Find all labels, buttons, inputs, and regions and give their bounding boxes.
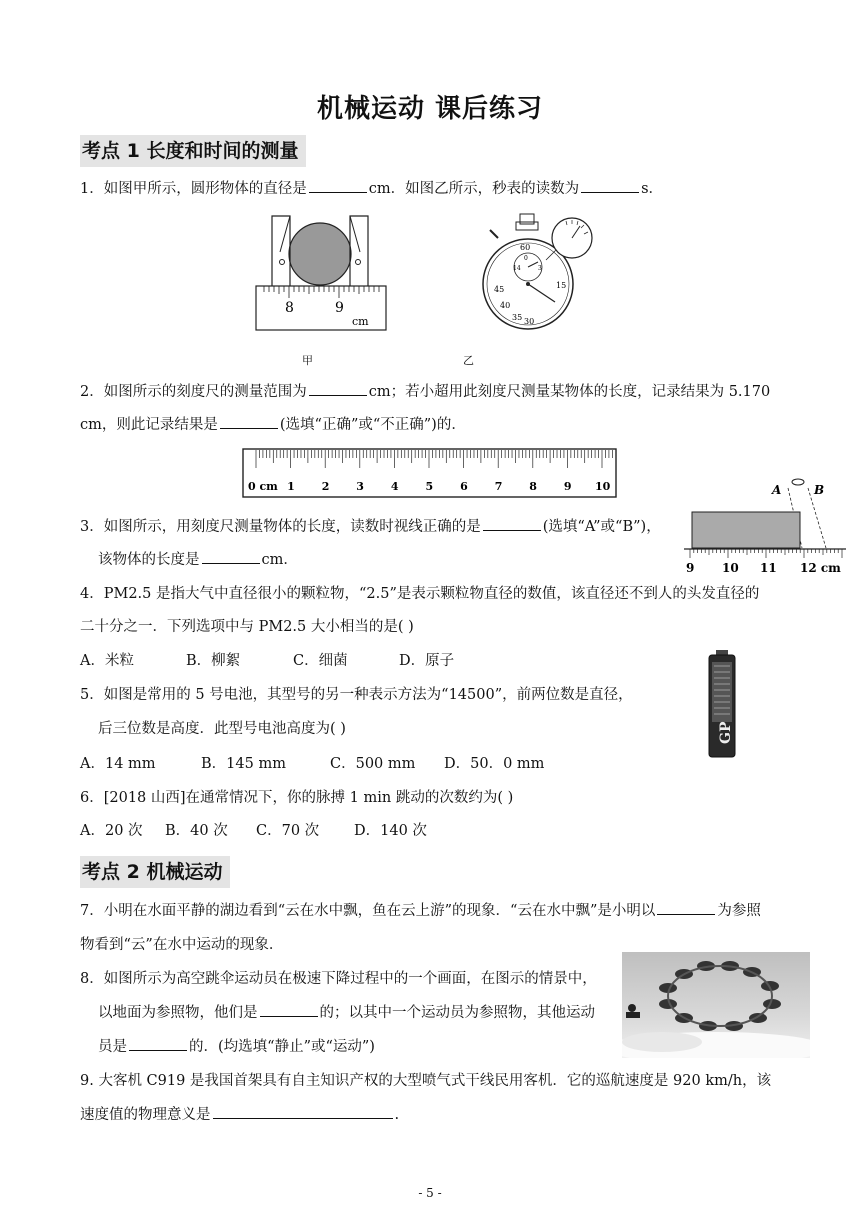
caliper-tick-label: 9 [335, 300, 344, 316]
q2-text-d: (选填“正确”或“不正确”)的． [279, 417, 466, 433]
question-4-line-2: 二十分之一．下列选项中与 PM2.5 大小相当的是( ) [80, 619, 414, 635]
ruler-label: 6 [460, 480, 468, 493]
q7-text-b: 为参照 [717, 903, 761, 919]
ruler-label: 7 [494, 480, 503, 493]
ruler-label: 1 [287, 480, 295, 493]
ruler-label: 12 cm [800, 561, 841, 575]
q2-text-c: cm，则此记录结果是 [80, 417, 218, 433]
option-d[interactable]: D．原子 [399, 653, 455, 669]
q9-text-b: 速度值的物理意义是 [80, 1107, 211, 1123]
answer-blank[interactable] [202, 549, 260, 564]
q8-text-c: 的；以其中一个运动员为参照物，其他运动 [319, 1005, 595, 1021]
round-object [289, 223, 351, 285]
question-8-line-2 [98, 1002, 595, 1024]
question-5-line-2: 后三位数是高度．此型号电池高度为( ) [98, 721, 346, 737]
battery-figure [706, 648, 738, 760]
q9-text-c: . [394, 1107, 400, 1123]
page-title: 机械运动 课后练习 [316, 94, 544, 124]
caliper-figure [250, 212, 390, 334]
block-measure-figure [680, 476, 848, 576]
q8-text-b: 以地面为参照物，他们是 [98, 1005, 258, 1021]
ruler-label: 8 [529, 480, 537, 493]
watch-label: 60 [520, 243, 531, 252]
q3-text-a: 3．如图所示，用刻度尺测量物体的长度，读数时视线正确的是 [80, 519, 481, 535]
skydivers-photo [622, 952, 810, 1058]
answer-blank[interactable] [309, 381, 367, 396]
option-a[interactable]: A．14 mm [80, 756, 156, 772]
q3-text-c: 该物体的长度是 [98, 552, 200, 568]
answer-blank[interactable] [213, 1104, 393, 1119]
watch-label: 30 [524, 317, 535, 326]
answer-blank[interactable] [129, 1036, 187, 1051]
section-heading-2: 考点 2 机械运动 [80, 856, 230, 888]
option-d[interactable]: D．50．0 mm [444, 756, 545, 772]
question-1 [80, 178, 663, 200]
answer-blank[interactable] [260, 1002, 318, 1017]
question-5-options [80, 753, 544, 775]
watch-label: 40 [500, 301, 511, 310]
figure-caption-yi: 乙 [463, 354, 474, 367]
ruler-label: 9 [686, 561, 695, 575]
q1-text-a: 1．如图甲所示，圆形物体的直径是 [80, 181, 307, 197]
eye-label-a: A [772, 483, 782, 497]
caliper-tick-label: 8 [285, 300, 294, 316]
q1-text-c: s． [641, 181, 664, 197]
watch-label: 0 [524, 255, 528, 262]
question-6: 6．[2018 山西]在通常情况下，你的脉搏 1 min 跳动的次数约为( ) [80, 790, 514, 806]
question-9-line-2 [80, 1104, 399, 1126]
question-9-line-1: 9. 大客机 C919 是我国首架具有自主知识产权的大型喷气式干线民用客机．它的巡航速度是 920 km/h，该 [80, 1073, 772, 1089]
question-2-line-1 [80, 381, 770, 403]
q8-text-d: 员是 [98, 1039, 127, 1055]
q3-text-d: cm． [261, 552, 298, 568]
answer-blank[interactable] [483, 516, 541, 531]
question-3-line-1 [80, 516, 661, 538]
watch-label: 45 [494, 285, 505, 294]
ruler-label: 3 [356, 480, 364, 493]
ruler-figure [242, 448, 618, 500]
question-8-line-1: 8．如图所示为高空跳伞运动员在极速下降过程中的一个画面，在图示的情景中， [80, 971, 597, 987]
option-b[interactable]: B．145 mm [201, 756, 286, 772]
question-4-line-1: 4．PM2.5 是指大气中直径很小的颗粒物，“2.5”是表示颗粒物直径的数值，该直径还不到人的头发直径的 [80, 586, 760, 602]
q1-text-b: cm．如图乙所示，秒表的读数为 [368, 181, 580, 197]
option-a[interactable]: A．米粒 [80, 653, 134, 669]
ruler-label: 9 [563, 480, 572, 493]
answer-blank[interactable] [220, 414, 278, 429]
answer-blank[interactable] [581, 178, 639, 193]
ruler-label: 10 [722, 561, 739, 575]
question-6-options [80, 820, 427, 842]
caliper-unit-label: cm [352, 315, 369, 328]
ruler-label: 5 [425, 480, 434, 493]
q8-text-e: 的．(均选填“静止”或“运动”) [189, 1039, 375, 1055]
question-5-line-1: 5．如图是常用的 5 号电池，其型号的另一种表示方法为“14500”，前两位数是直径， [80, 687, 633, 703]
option-c[interactable]: C．细菌 [293, 653, 348, 669]
section-heading-1: 考点 1 长度和时间的测量 [80, 135, 306, 167]
ruler-label: 2 [321, 480, 330, 493]
eye-label-b: B [814, 483, 825, 497]
page-number: - 5 - [418, 1186, 442, 1200]
watch-label: 14 [513, 265, 521, 272]
figure-caption-jia: 甲 [302, 354, 313, 367]
ruler-label: 11 [760, 561, 777, 575]
option-b[interactable]: B．柳絮 [186, 653, 241, 669]
q2-text-b: cm；若小超用此刻度尺测量某物体的长度，记录结果为 5.170 [368, 384, 771, 400]
watch-label: 15 [556, 281, 567, 290]
battery-logo: GP [718, 721, 734, 744]
ruler-label: 10 [595, 480, 611, 493]
question-7-line-1 [80, 900, 761, 922]
q2-text-a: 2．如图所示的刻度尺的测量范围为 [80, 384, 307, 400]
option-b[interactable]: B．40 次 [165, 823, 228, 839]
question-4-options [80, 650, 454, 672]
q7-text-a: 7．小明在水面平静的湖边看到“云在水中飘，鱼在云上游”的现象．“云在水中飘”是小明以 [80, 903, 656, 919]
answer-blank[interactable] [309, 178, 367, 193]
ruler-label: 0 cm [248, 480, 278, 493]
question-7-line-2: 物看到“云”在水中运动的现象． [80, 937, 284, 953]
option-a[interactable]: A．20 次 [80, 823, 143, 839]
option-c[interactable]: C．500 mm [330, 756, 416, 772]
question-8-line-3 [98, 1036, 375, 1058]
watch-label: 35 [512, 313, 523, 322]
answer-blank[interactable] [657, 900, 715, 915]
question-2-line-2 [80, 414, 466, 436]
ruler-label: 4 [390, 480, 399, 493]
option-d[interactable]: D．140 次 [354, 823, 427, 839]
watch-label: 3 [538, 265, 542, 272]
option-c[interactable]: C．70 次 [256, 823, 320, 839]
q3-text-b: (选填“A”或“B”)， [542, 519, 661, 535]
measured-block [692, 512, 800, 548]
stopwatch-figure [480, 212, 595, 337]
eye-icon [792, 479, 804, 485]
question-3-line-2 [98, 549, 298, 571]
